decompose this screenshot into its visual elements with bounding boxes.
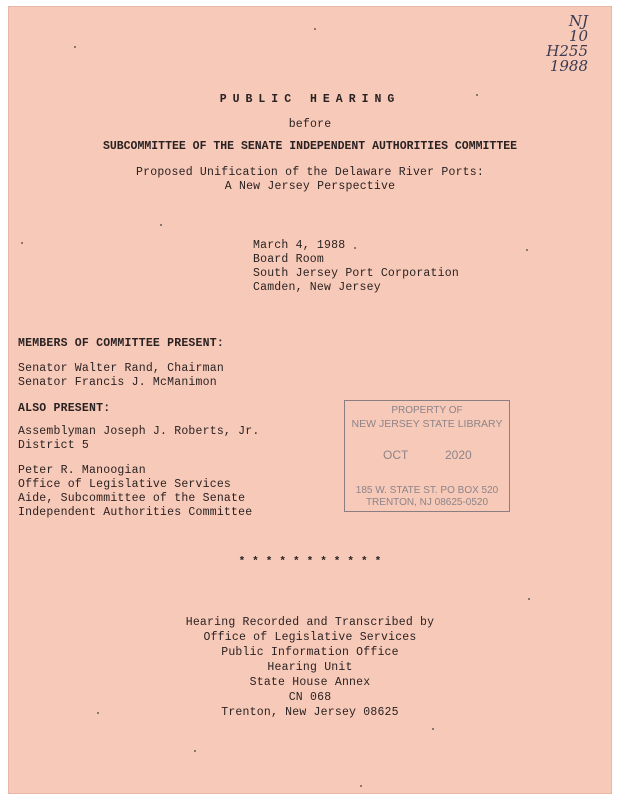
meeting-room: Board Room xyxy=(253,253,325,266)
footer-line: Public Information Office xyxy=(221,646,399,659)
footer-line: Hearing Unit xyxy=(267,661,353,674)
stamp-year: 2020 xyxy=(445,448,472,462)
subject-line-2: A New Jersey Perspective xyxy=(224,180,396,193)
speck xyxy=(314,28,316,30)
before-label: before xyxy=(288,118,332,131)
meeting-organization: South Jersey Port Corporation xyxy=(253,267,459,280)
speck xyxy=(360,785,362,787)
document-page xyxy=(8,6,612,794)
handwritten-line: 10 xyxy=(568,27,588,45)
member-name: Senator Francis J. McManimon xyxy=(18,376,217,389)
attendee-line: Aide, Subcommittee of the Senate xyxy=(18,492,246,505)
attendee-line: Assemblyman Joseph J. Roberts, Jr. xyxy=(18,425,260,438)
speck xyxy=(526,249,528,251)
speck xyxy=(160,224,162,226)
speck xyxy=(74,46,76,48)
handwritten-line: 1988 xyxy=(549,57,588,75)
footer-line: Hearing Recorded and Transcribed by xyxy=(185,616,435,629)
footer-line: CN 068 xyxy=(288,691,332,704)
speck xyxy=(354,247,356,249)
handwritten-call-number xyxy=(546,14,588,74)
handwritten-line: NJ xyxy=(568,12,588,30)
document-title: PUBLIC HEARING xyxy=(219,93,401,106)
attendee-line: Independent Authorities Committee xyxy=(18,506,253,519)
meeting-date: March 4, 1988 xyxy=(253,239,346,252)
stamp-line: NEW JERSEY STATE LIBRARY xyxy=(351,418,503,430)
member-name: Senator Walter Rand, Chairman xyxy=(18,362,224,375)
speck xyxy=(97,712,99,714)
handwritten-line: H255 xyxy=(546,42,588,60)
footer-line: Office of Legislative Services xyxy=(203,631,417,644)
stamp-address: TRENTON, NJ 08625-0520 xyxy=(365,497,489,508)
also-present-heading: ALSO PRESENT: xyxy=(18,402,111,415)
committee-name: SUBCOMMITTEE OF THE SENATE INDEPENDENT AUTHORITIES COMMITTEE xyxy=(102,140,518,153)
stamp-line: PROPERTY OF xyxy=(391,405,463,416)
speck xyxy=(194,750,196,752)
attendee-line: Office of Legislative Services xyxy=(18,478,232,491)
speck xyxy=(21,242,23,244)
speck xyxy=(528,598,530,600)
speck xyxy=(476,94,478,96)
footer-line: Trenton, New Jersey 08625 xyxy=(221,706,399,719)
attendee-line: District 5 xyxy=(18,439,90,452)
stamp-address: 185 W. STATE ST. PO BOX 520 xyxy=(355,485,499,496)
stamp-month: OCT xyxy=(383,448,409,462)
speck xyxy=(432,728,434,730)
members-heading: MEMBERS OF COMMITTEE PRESENT: xyxy=(18,337,224,350)
library-stamp xyxy=(344,400,510,512)
subject-line-1: Proposed Unification of the Delaware River Ports: xyxy=(136,166,484,179)
section-separator: * * * * * * * * * * * xyxy=(238,556,382,568)
attendee-line: Peter R. Manoogian xyxy=(18,464,146,477)
meeting-location: Camden, New Jersey xyxy=(253,281,381,294)
footer-line: State House Annex xyxy=(249,676,371,689)
